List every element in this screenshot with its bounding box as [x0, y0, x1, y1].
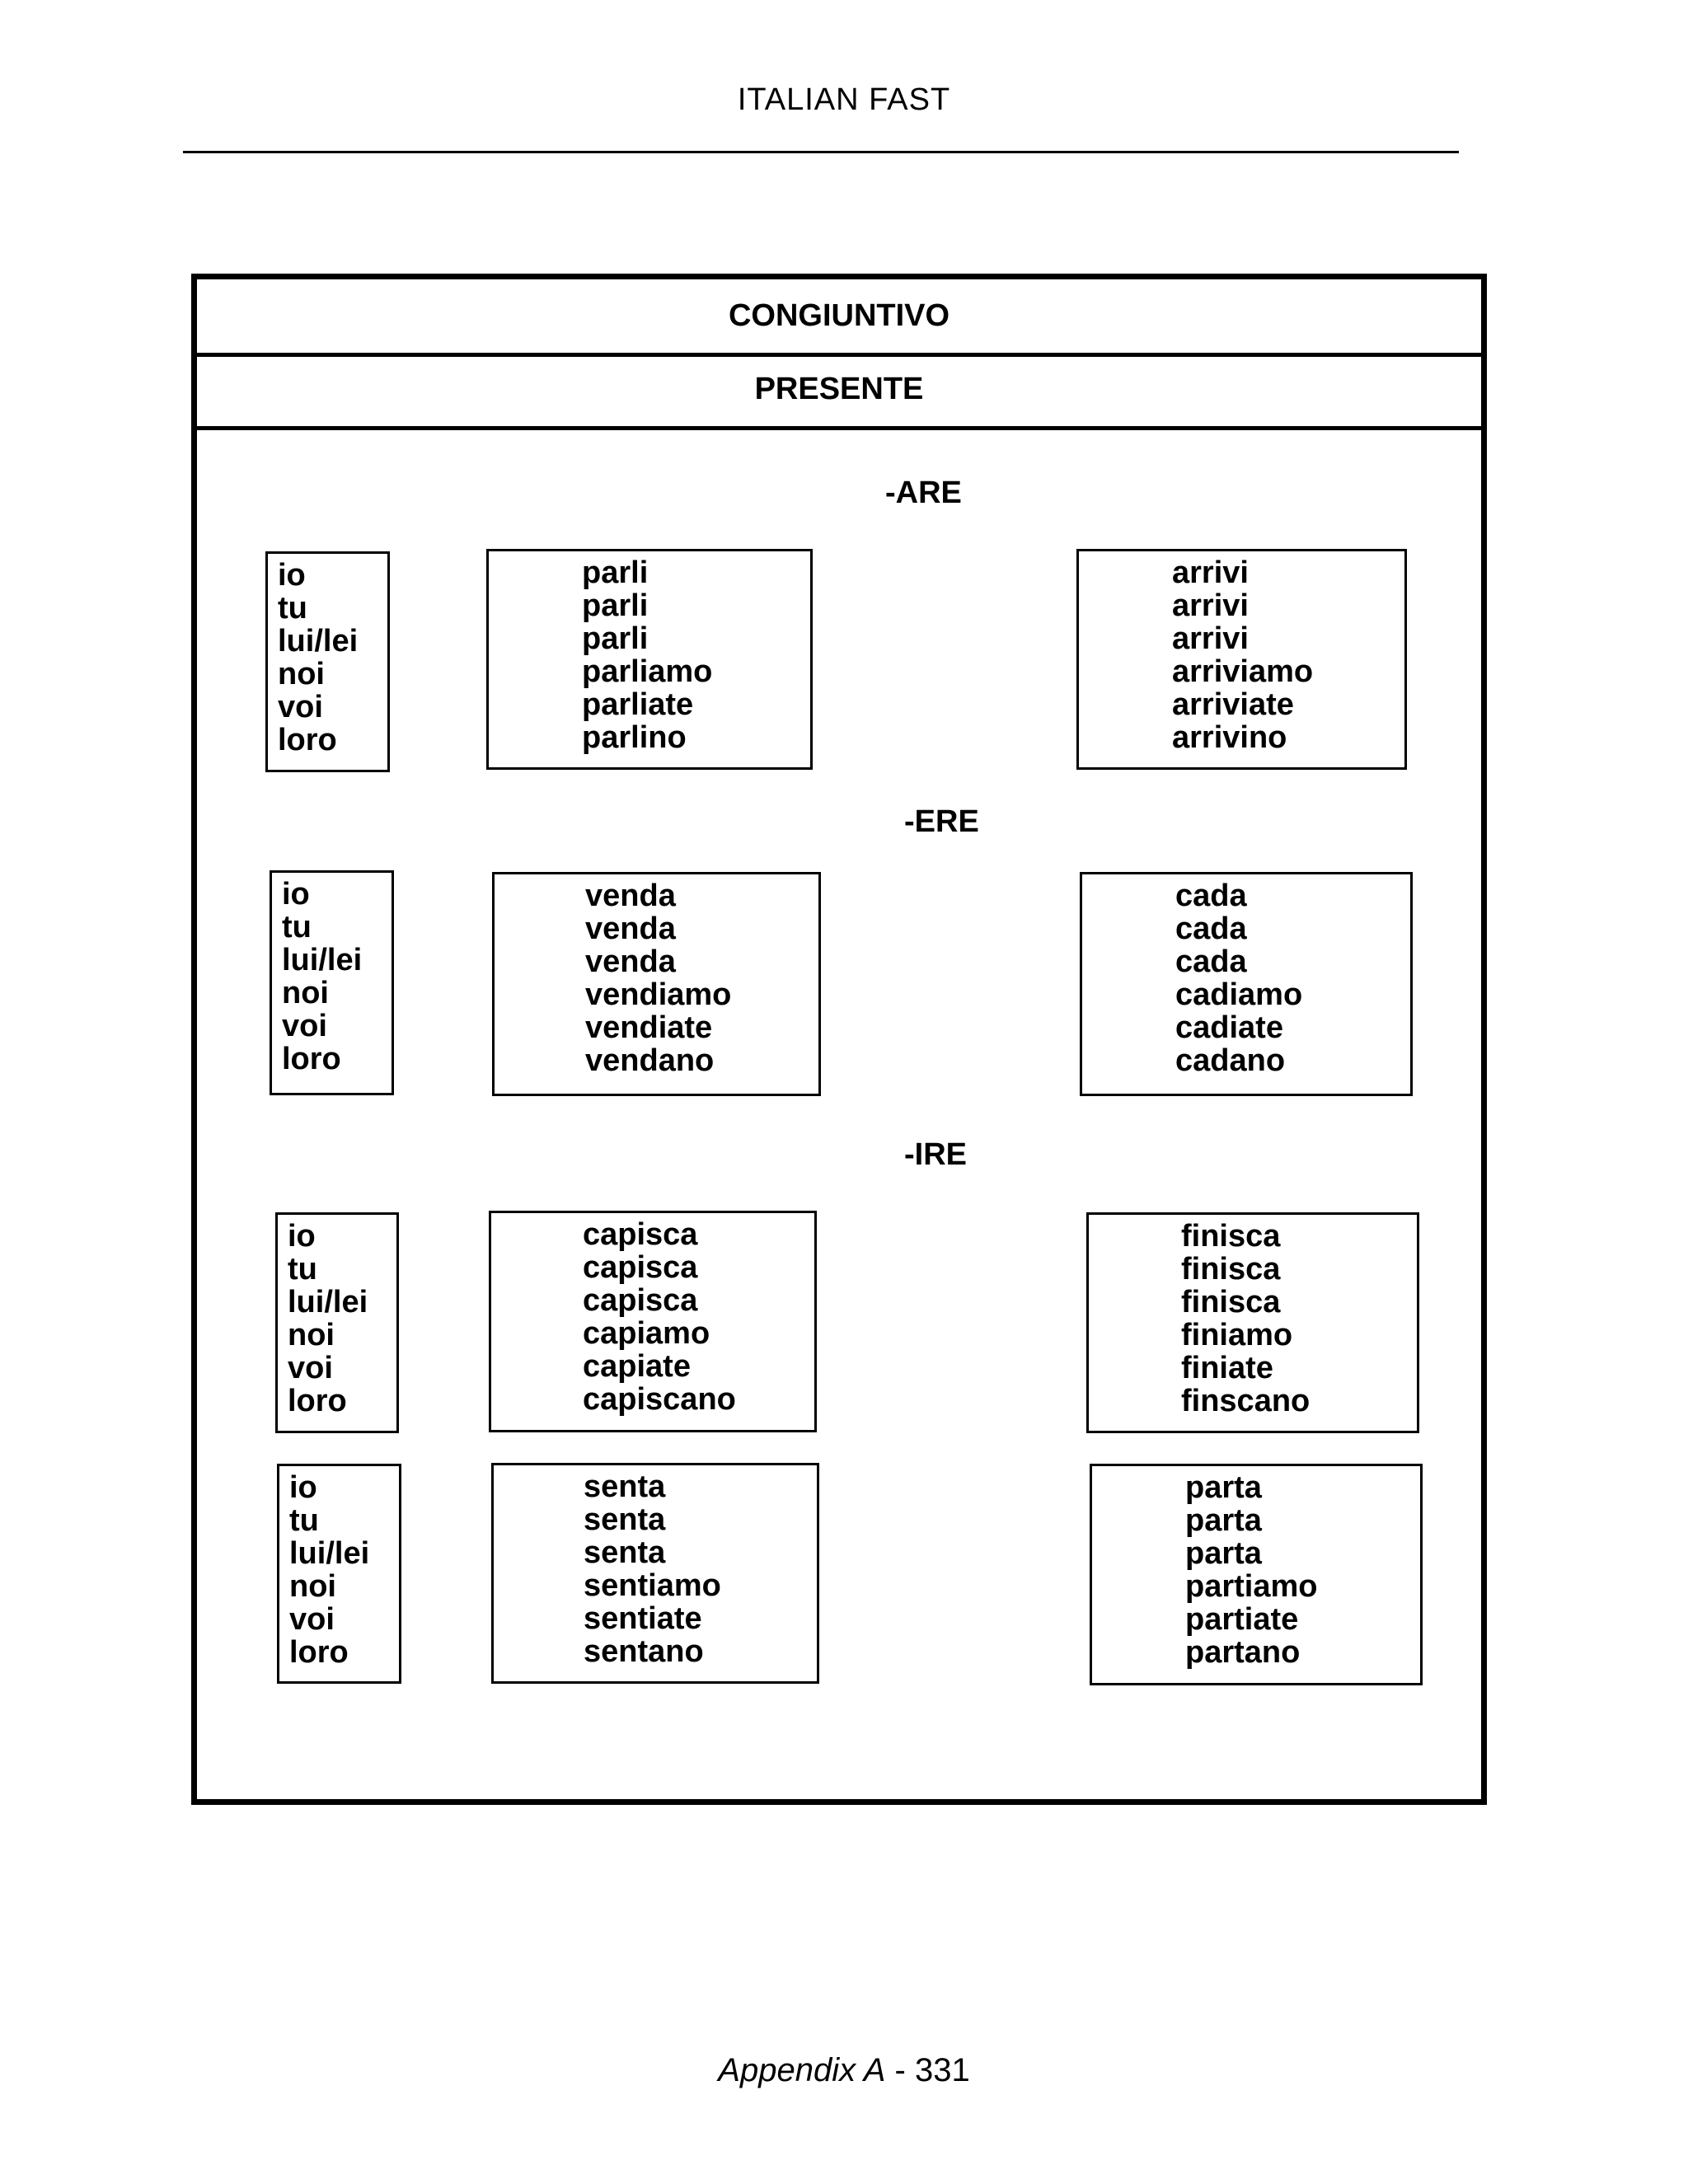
verb-form: sentiamo [584, 1568, 721, 1603]
verb-form: capiscano [583, 1382, 736, 1417]
running-head: ITALIAN FAST [737, 82, 951, 117]
page-number: 331 [914, 2052, 970, 2088]
verb-form: finscano [1181, 1384, 1311, 1418]
pronoun: lui/lei [288, 1285, 368, 1319]
verb-form: parta [1185, 1536, 1262, 1571]
pronoun-box [275, 1212, 399, 1433]
verb-form: partano [1185, 1635, 1301, 1670]
verb-form: vendano [585, 1043, 715, 1078]
pronoun: loro [288, 1384, 347, 1418]
pronoun-box [277, 1464, 401, 1684]
pronoun: loro [278, 723, 337, 757]
verb-form: parli [582, 588, 649, 623]
header-rule [183, 151, 1459, 153]
verb-form: cada [1175, 879, 1247, 913]
page-footer [0, 2052, 1688, 2089]
verb-form: arrivi [1172, 621, 1249, 656]
verb-form: venda [585, 912, 676, 946]
table-subtitle: PRESENTE [197, 353, 1481, 430]
verb-conjugation-box [486, 549, 813, 770]
verb-form: finisca [1181, 1285, 1281, 1319]
verb-form: parli [582, 621, 649, 656]
pronoun: io [289, 1470, 317, 1505]
pronoun: voi [289, 1602, 335, 1637]
verb-conjugation-box [491, 1463, 819, 1684]
verb-form: capiamo [583, 1316, 710, 1351]
verb-form: venda [585, 879, 676, 913]
pronoun: tu [288, 1252, 317, 1286]
verb-form: partiate [1185, 1602, 1299, 1637]
pronoun: noi [278, 657, 325, 691]
verb-form: arriviamo [1172, 654, 1314, 689]
verb-form: parta [1185, 1503, 1262, 1538]
pronoun: voi [282, 1009, 327, 1043]
verb-form: arrivino [1172, 720, 1287, 755]
pronoun: tu [289, 1503, 319, 1538]
ending-heading-ire: -IRE [904, 1137, 967, 1172]
verb-form: cadiamo [1175, 977, 1303, 1012]
verb-conjugation-box [492, 872, 821, 1096]
verb-form: sentiate [584, 1601, 702, 1636]
verb-conjugation-box [1086, 1212, 1419, 1433]
table-title: CONGIUNTIVO [197, 279, 1481, 357]
verb-form: capisca [583, 1283, 698, 1318]
verb-form: parliamo [582, 654, 713, 689]
verb-form: senta [584, 1502, 666, 1537]
pronoun-box [270, 870, 394, 1095]
verb-form: cada [1175, 944, 1247, 979]
pronoun: io [278, 558, 306, 593]
footer-section: Appendix A [718, 2052, 886, 2088]
ending-heading-ere: -ERE [904, 804, 979, 839]
verb-form: capisca [583, 1217, 698, 1252]
verb-form: capiate [583, 1349, 691, 1384]
verb-form: cadiate [1175, 1010, 1283, 1045]
conjugation-table [191, 274, 1487, 1805]
verb-form: senta [584, 1469, 666, 1504]
verb-form: parlino [582, 720, 687, 755]
verb-form: parliate [582, 687, 694, 722]
verb-form: finisca [1181, 1252, 1281, 1286]
pronoun: loro [289, 1635, 349, 1670]
verb-form: finiamo [1181, 1318, 1293, 1352]
verb-form: partiamo [1185, 1569, 1318, 1604]
verb-form: arrivi [1172, 555, 1249, 590]
pronoun: noi [288, 1318, 335, 1352]
verb-conjugation-box [489, 1211, 817, 1432]
pronoun: lui/lei [289, 1536, 370, 1571]
pronoun: io [288, 1219, 316, 1254]
verb-form: venda [585, 944, 676, 979]
pronoun: noi [289, 1569, 336, 1604]
verb-form: parta [1185, 1470, 1262, 1505]
verb-form: sentano [584, 1634, 704, 1669]
pronoun: voi [278, 690, 323, 724]
verb-form: cadano [1175, 1043, 1286, 1078]
pronoun: tu [282, 910, 312, 944]
footer-separator: - [885, 2052, 915, 2088]
pronoun: noi [282, 976, 329, 1010]
pronoun: lui/lei [282, 943, 363, 977]
verb-form: vendiamo [585, 977, 732, 1012]
verb-form: cada [1175, 912, 1247, 946]
pronoun: tu [278, 591, 307, 626]
pronoun: lui/lei [278, 624, 359, 658]
pronoun: voi [288, 1351, 333, 1385]
pronoun: io [282, 877, 310, 912]
pronoun: loro [282, 1042, 341, 1076]
verb-form: arrivi [1172, 588, 1249, 623]
ending-heading-are: -ARE [885, 476, 962, 510]
verb-form: finisca [1181, 1219, 1281, 1254]
verb-form: parli [582, 555, 649, 590]
verb-conjugation-box [1080, 872, 1413, 1096]
verb-form: vendiate [585, 1010, 713, 1045]
verb-form: arriviate [1172, 687, 1294, 722]
verb-conjugation-box [1076, 549, 1407, 770]
verb-conjugation-box [1090, 1464, 1423, 1685]
verb-form: capisca [583, 1250, 698, 1285]
pronoun-box [265, 551, 390, 772]
verb-form: finiate [1181, 1351, 1273, 1385]
verb-form: senta [584, 1535, 666, 1570]
